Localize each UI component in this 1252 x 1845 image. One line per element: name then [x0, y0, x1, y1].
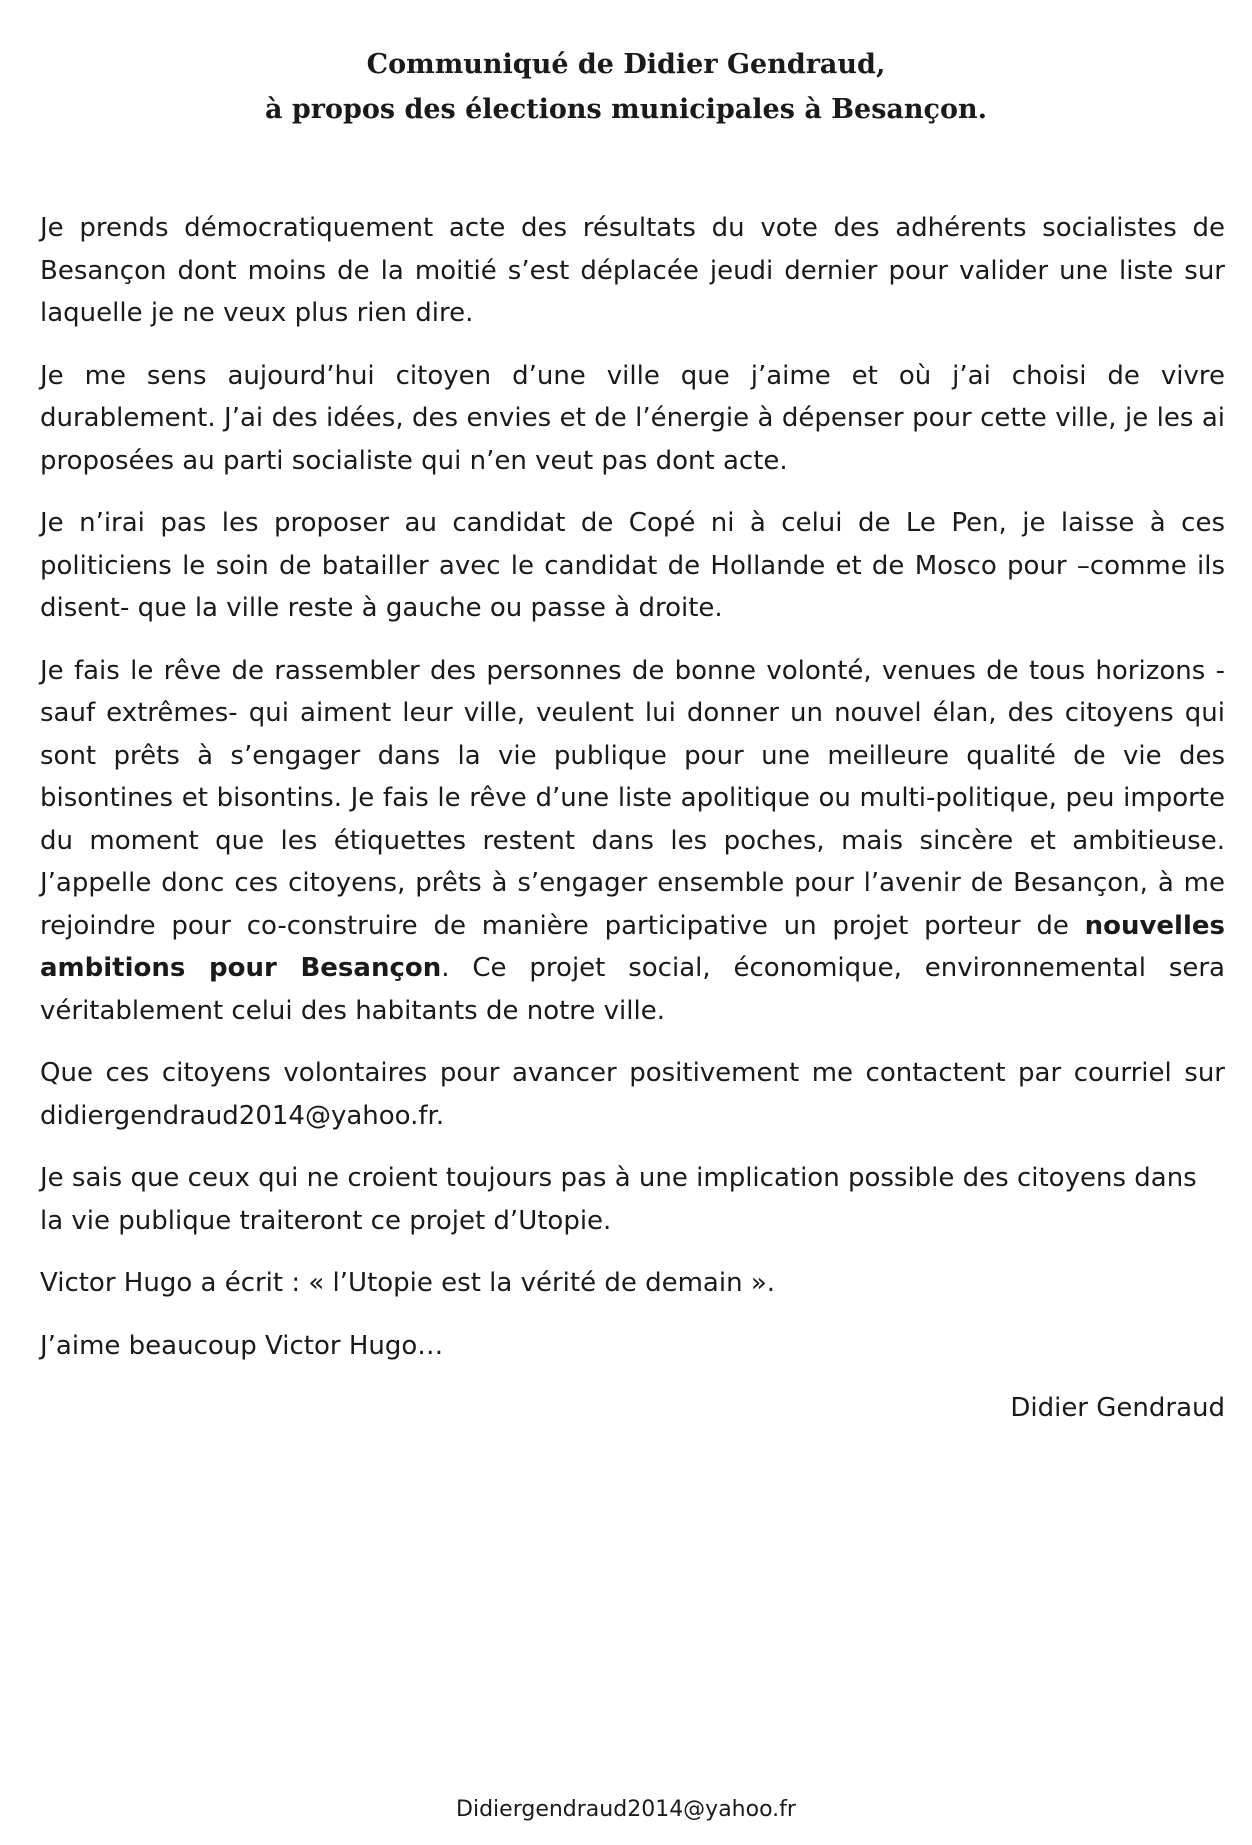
paragraph-3: Je n’irai pas les proposer au candidat de Copé ni à celui de Le Pen, je laisse à ces politiciens le soin de batailler avec le candidat de Hollande et de Mosco pour –comme ils disent- que la ville reste à gauche ou passe à droite.: [40, 508, 1225, 623]
paragraph-2: Je me sens aujourd’hui citoyen d’une ville que j’aime et où j’ai choisi de vivre durablement. J’ai des idées, des envies et de l’énergie à dépenser pour cette ville, je les ai proposées au parti socialiste qui n’en veut pas dont acte.: [40, 360, 1225, 476]
paragraph-4-text-start: Je fais le rêve de rassembler des personnes de bonne volonté, venues de tous horizons -sauf extrêmes- qui aiment leur ville, veulent lui donner un nouvel élan, des citoyens qui sont prêts à s’engager dans la vie publique pour une meilleure qualité de vie des bisontines et bisontins. Je fais le rêve d’une liste apolitique ou multi-politique, peu importe du moment que les étiquettes restent dans les poches, mais sincère et ambitieuse. J’appelle donc ces citoyens, prêts à s’engager ensemble pour l’avenir de Besançon, à me rejoindre pour co-construire de manière participative un projet porteur de: [40, 655, 1225, 941]
paragraph-7: Victor Hugo a écrit : « l’Utopie est la vérité de demain ».: [40, 1268, 775, 1298]
paragraph-1: Je prends démocratiquement acte des résultats du vote des adhérents socialistes de Besançon dont moins de la moitié s’est déplacée jeudi dernier pour valider une liste sur laquelle je ne veux plus rien dire.: [40, 213, 1225, 328]
document-body: [40, 207, 1225, 1430]
paragraph-8: J’aime beaucoup Victor Hugo…: [40, 1330, 444, 1361]
paragraph-5: Que ces citoyens volontaires pour avancer positivement me contactent par courriel sur didiergendraud2014@yahoo.fr.: [40, 1058, 1225, 1131]
paragraph-4: [40, 650, 1225, 1033]
document-title: [0, 42, 1252, 132]
paragraph-4-emphasis: nouvelles ambitions pour Besançon: [40, 910, 1225, 983]
footer-email: Didiergendraud2014@yahoo.fr: [456, 1797, 796, 1822]
paragraph-6: Je sais que ceux qui ne croient toujours pas à une implication possible des citoyens dans la vie publique traiteront ce projet d’Utopie.: [40, 1163, 1197, 1236]
title-line-2: à propos des élections municipales à Besançon.: [264, 94, 988, 125]
signature: Didier Gendraud: [1010, 1393, 1225, 1423]
title-line-1: Communiqué de Didier Gendraud,: [366, 49, 886, 80]
paragraph-4-text-end: . Ce projet social, économique, environnemental sera véritablement celui des habitants de notre ville.: [40, 953, 1225, 1026]
